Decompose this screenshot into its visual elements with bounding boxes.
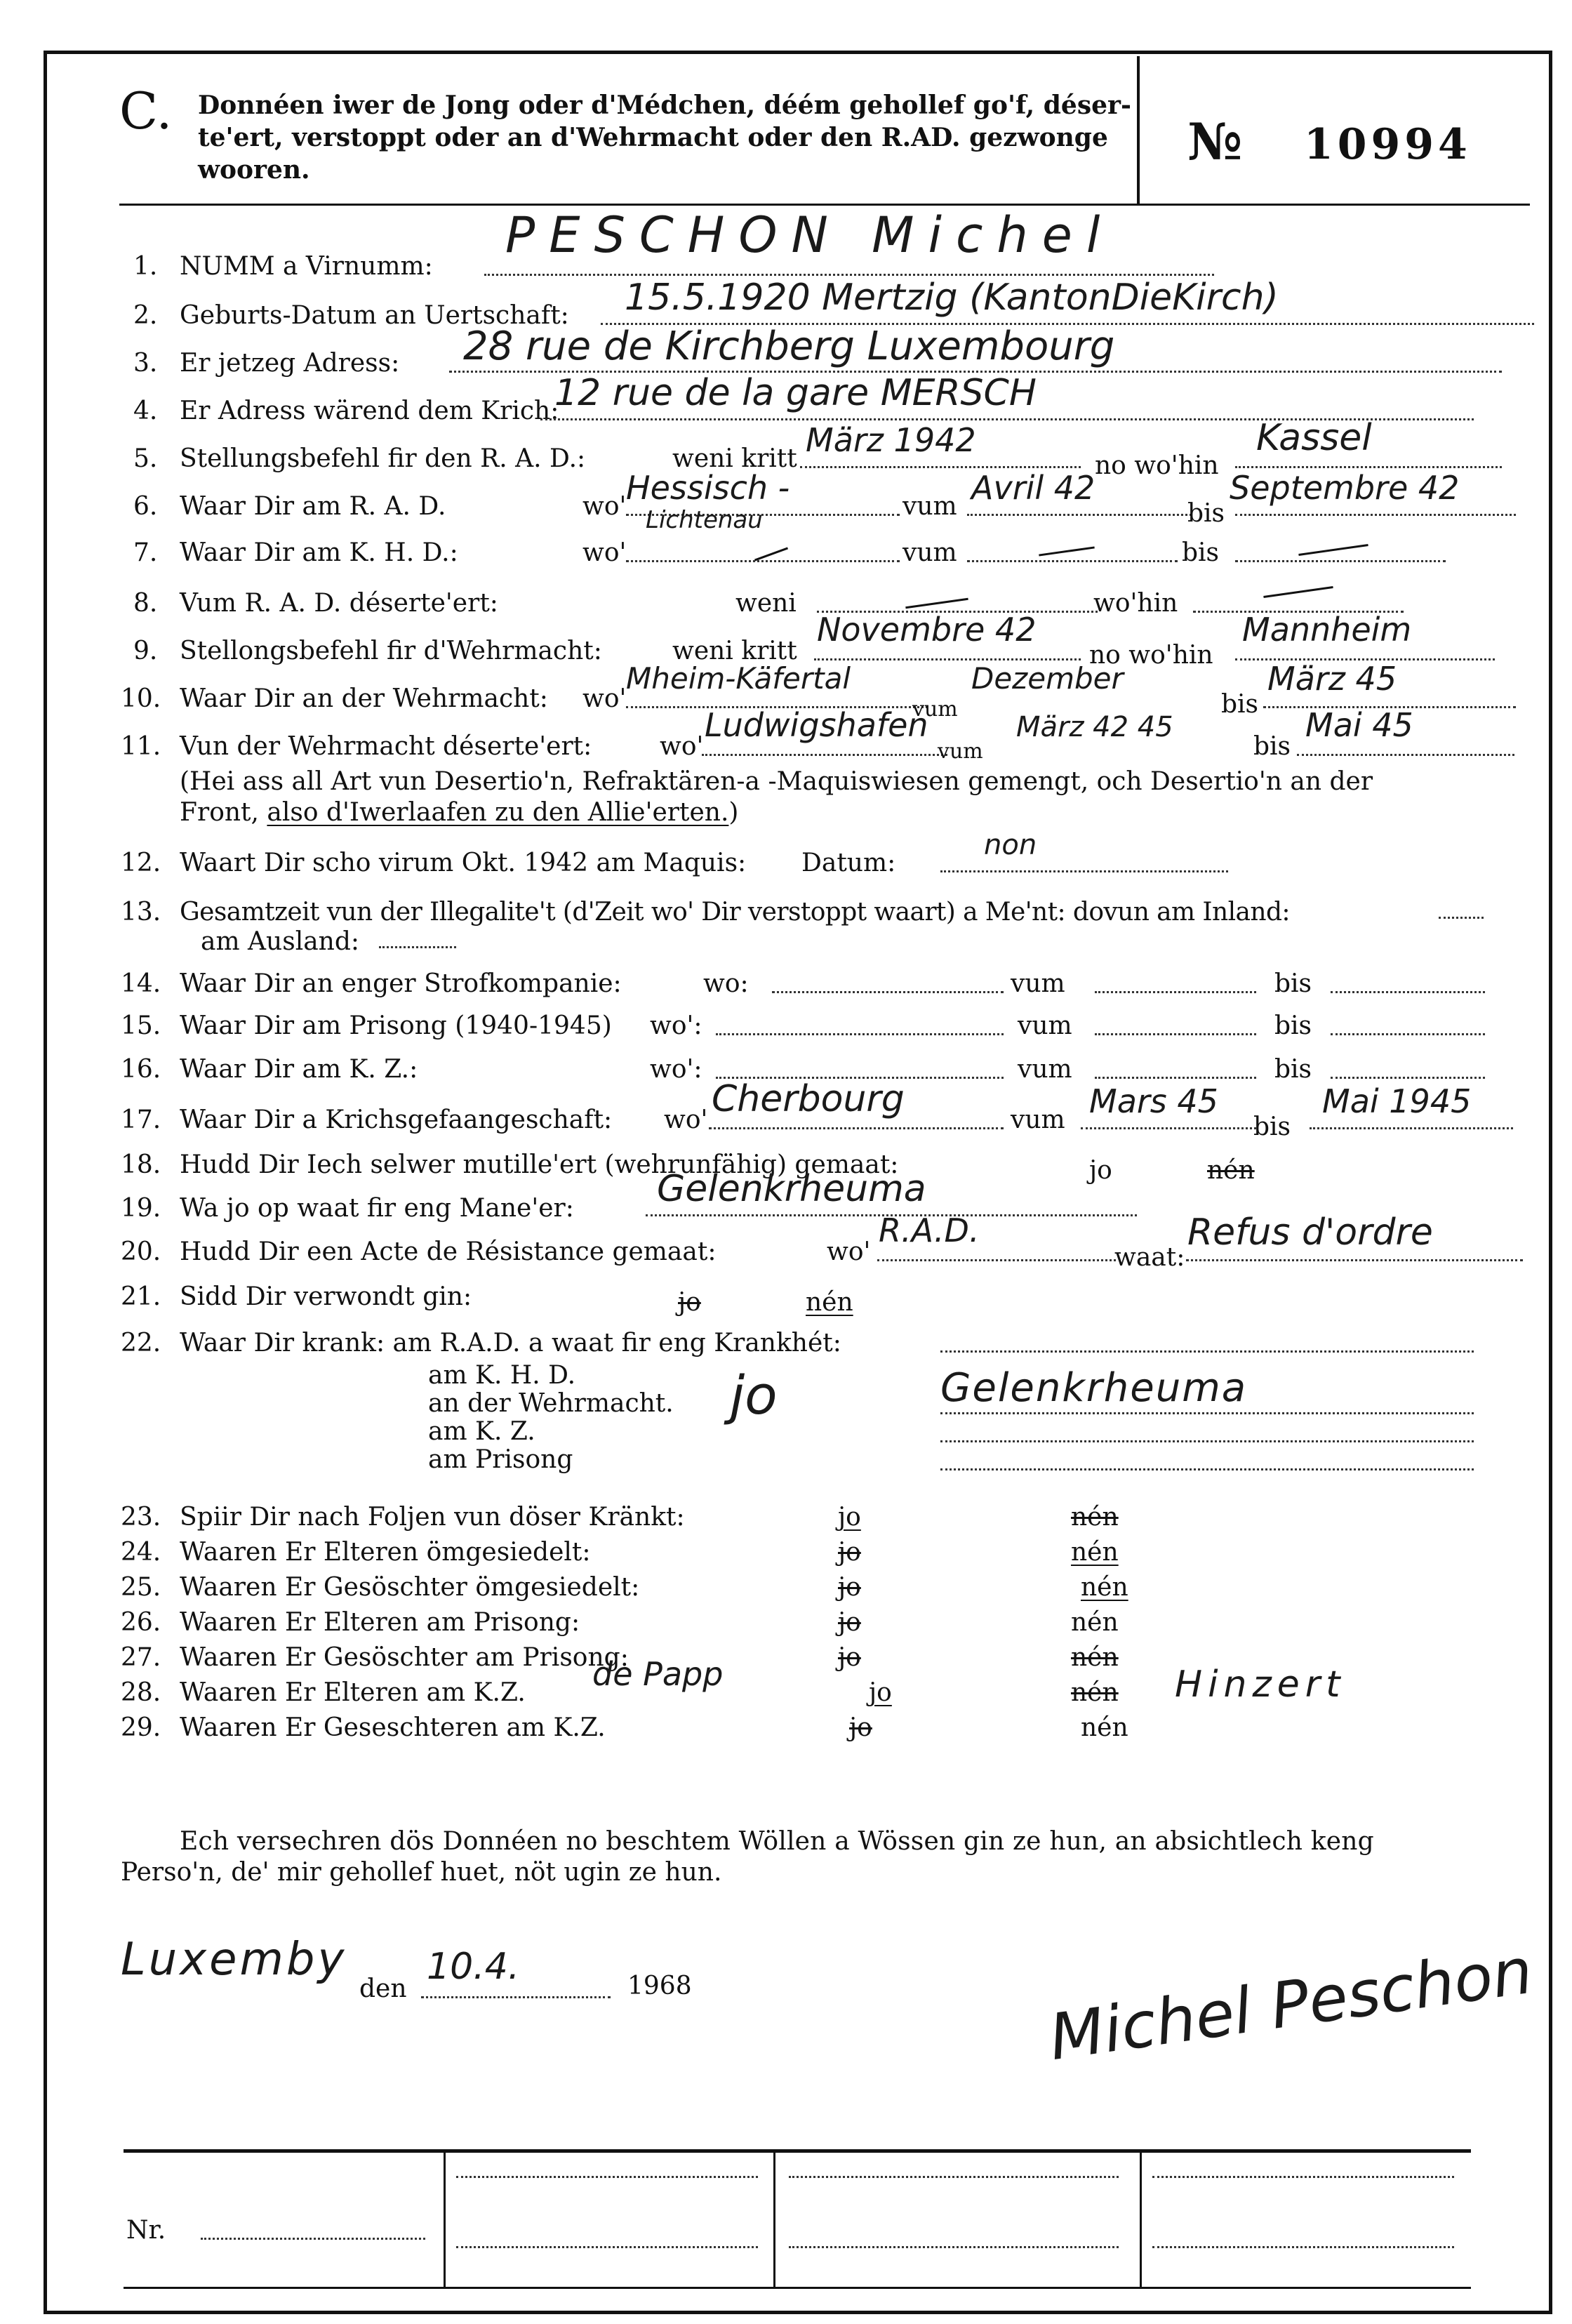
label-weni-kritt: weni kritt [672,444,797,473]
row-label: Waaren Er Elteren ömgesiedelt: [180,1538,591,1567]
footer-nr-label: Nr. [126,2216,166,2245]
field-krank-prisong [940,1468,1474,1470]
handwritten-war-address: 12 rue de la gare MERSCH [554,372,1037,414]
row-number: 22. [121,1329,161,1357]
handwritten-kz-who: de Papp [592,1655,724,1693]
row-number: 27. [121,1643,161,1672]
label-jo-struck: jo [838,1608,861,1637]
note-11-line2 [180,800,738,825]
handwritten-manner: Gelenkrheuma [657,1168,926,1210]
handwritten-kz-where: Hinzert [1175,1664,1346,1706]
row-label: Waaren Er Geseschteren am K.Z. [180,1713,606,1742]
row-number: 9. [133,637,158,665]
row-number: 10. [121,684,161,713]
row-number: 26. [121,1608,161,1637]
frame-bottom [44,2311,1552,2314]
label-jo-struck: jo [838,1573,861,1602]
label-vum: vum [1018,1011,1072,1040]
label-vum: vum [902,538,957,567]
dash-mark [1263,586,1333,598]
label-jo: jo [1089,1156,1112,1185]
handwritten-birth: 15.5.1920 Mertzig (KantonDieKirch) [625,277,1279,319]
label-year: 1968 [627,1972,692,2000]
handwritten-address: 28 rue de Kirchberg Luxembourg [463,324,1115,369]
field-res-waat [1186,1259,1523,1261]
frame-left [44,51,47,2314]
handwritten-wm-wo: Mheim-Käfertal [626,661,851,696]
label-bis: bis [1274,1011,1312,1040]
row-13-ausland: am Ausland: [201,927,360,956]
label-nen-struck: nén [1071,1678,1119,1707]
row-number: 20. [121,1237,161,1266]
row-number: 7. [133,538,158,567]
row-number: 11. [121,732,161,761]
field-prisong-vum [1095,1033,1256,1035]
row-number: 13. [121,898,161,927]
field-kz-bis [1331,1077,1485,1079]
label-wo: wo' [582,492,627,521]
label-nen-struck: nén [1071,1643,1119,1672]
field-krank-kz [940,1440,1474,1442]
label-jo: jo [869,1678,892,1707]
field-des-bis [1297,754,1514,756]
label-wo: wo' [582,538,627,567]
row-number: 29. [121,1713,161,1742]
footer-nr-field [201,2238,425,2240]
label-nen: nén [1071,1608,1119,1637]
label-waat: waat: [1114,1243,1185,1272]
row-label: Hudd Dir een Acte de Résistance gemaat: [180,1237,717,1266]
handwritten-des-vum: März 42 45 [1016,711,1173,743]
label-wo: wo' [582,684,627,713]
row-label: Geburts-Datum an Uertschaft: [180,301,569,330]
field-des-wo [702,754,947,756]
handwritten-rad-where: Kassel [1256,417,1372,459]
row-22-wehrmacht: an der Wehrmacht. [428,1389,674,1418]
row-label: Stellongsbefehl fir d'Wehrmacht: [180,637,602,665]
label-bis: bis [1253,1113,1291,1141]
label-wo: wo' [664,1105,708,1134]
row-label: Waar Dir am K. H. D.: [180,538,458,567]
handwritten-rad-bis: Septembre 42 [1230,469,1460,507]
row-label: Er jetzeg Adress: [180,349,400,378]
row-22-kz: am K. Z. [428,1417,535,1446]
field-krank-rad [940,1350,1474,1353]
field-prisong-wo [716,1033,1004,1035]
dash-mark [1298,544,1368,556]
header-text-line2: te'ert, verstoppt oder an d'Wehrmacht oder den R.AD. gezwonge [198,123,1108,152]
note-11-underlined: also d'Iwerlaafen zu den Allie'erten. [267,798,729,827]
label-nen: nén [1081,1573,1128,1602]
row-label: Waaren Er Elteren am K.Z. [180,1678,526,1707]
row-label: Waart Dir scho virum Okt. 1942 am Maquis: [180,849,747,877]
declaration-line1: Ech versechren dös Donnéen no beschtem Wöllen a Wössen gin ze hun, an absichtlech keng [180,1827,1374,1856]
footer-rule-top [124,2149,1471,2153]
field-rad-vum [967,514,1192,516]
row-label: Waar Dir krank: am R.A.D. a waat fir eng Krankhét: [180,1329,841,1357]
row-label: Waar Dir a Krichsgefaangeschaft: [180,1105,613,1134]
header-text-line3: wooren. [198,155,310,185]
label-vum: vum [1011,1105,1065,1134]
handwritten-rad-wo-1: Hessisch - [626,469,790,507]
handwritten-res-wo: R.A.D. [879,1211,980,1249]
field-krank-wm [940,1412,1474,1414]
label-jo-struck: jo [849,1713,872,1742]
field-res-wo [877,1259,1116,1261]
section-letter: C. [119,81,173,140]
row-number: 15. [121,1011,161,1040]
label-bis: bis [1182,538,1220,567]
label-nen: nén [1071,1538,1119,1567]
row-number: 25. [121,1573,161,1602]
row-number: 6. [133,492,158,521]
label-jo: jo [838,1503,861,1532]
handwritten-rad-when: März 1942 [806,421,976,459]
row-label: Er Adress wärend dem Krich: [180,397,559,425]
footer-field [789,2246,1119,2248]
row-number: 18. [121,1150,161,1179]
handwritten-des-wo: Ludwigshafen [705,706,928,744]
row-number: 12. [121,849,161,877]
label-vum: vum [938,739,983,764]
label-jo-struck: jo [838,1643,861,1672]
field-prisong-bis [1331,1033,1485,1035]
label-wo: wo' [827,1237,871,1266]
handwritten-sick-jo: jo [730,1364,778,1426]
row-label: Stellungsbefehl fir den R. A. D.: [180,444,586,473]
label-bis: bis [1253,732,1291,761]
footer-field [1152,2246,1454,2248]
footer-field [456,2246,758,2248]
field-inland [1439,917,1484,919]
row-number: 5. [133,444,158,473]
field-rad-bis [1235,514,1516,516]
label-wo: wo: [703,969,749,998]
handwritten-pow-bis: Mai 1945 [1322,1082,1472,1120]
field-khd-vum [967,560,1178,562]
field-khd-bis [1235,560,1446,562]
field-wm-when [814,658,1081,660]
row-number: 23. [121,1503,161,1532]
handwritten-sick-what: Gelenkrheuma [940,1365,1248,1411]
footer-field [1152,2176,1454,2178]
field-maquis-date [940,870,1228,872]
field-rad-where [1235,466,1502,468]
field-pow-vum [1081,1127,1256,1129]
row-label: Waar Dir am R. A. D. [180,492,446,521]
label-datum: Datum: [801,849,896,877]
label-wo: wo': [650,1055,702,1084]
handwritten-place: Luxemby [121,1934,347,1986]
header-divider-horizontal [119,204,1530,206]
form-number: 10994 [1304,120,1472,169]
field-name [484,274,1214,276]
field-pow-wo [709,1127,1004,1129]
row-22-khd: am K. H. D. [428,1361,576,1390]
field-strof-bis [1331,991,1485,993]
row-number: 8. [133,589,158,618]
label-nen: nén [806,1288,853,1317]
row-label: Waar Dir an enger Strofkompanie: [180,969,622,998]
footer-col-divider [1140,2151,1142,2288]
handwritten-pow-wo: Cherbourg [712,1078,905,1120]
footer-field [456,2176,758,2178]
row-label: Waar Dir am K. Z.: [180,1055,418,1084]
signature: Michel Peschon [1044,1934,1538,2076]
label-vum: vum [1011,969,1065,998]
row-number: 16. [121,1055,161,1084]
label-wo: wo': [650,1011,702,1040]
row-number: 3. [133,349,158,378]
row-number: 2. [133,301,158,330]
declaration-line2: Perso'n, de' mir gehollef huet, nöt ugin ze hun. [121,1858,722,1887]
label-no-wohin: no wo'hin [1089,641,1213,670]
field-strof-vum [1095,991,1256,993]
row-label: Gesamtzeit vun der Illegalite't (d'Zeit wo' Dir verstoppt waart) a Me'nt: dovun am Inland: [180,898,1290,927]
handwritten-des-bis: Mai 45 [1305,706,1413,744]
header-text-line1: Donnéen iwer de Jong oder d'Médchen, déém gehollef go'f, déser- [198,91,1131,120]
row-label: Vun der Wehrmacht déserte'ert: [180,732,592,761]
row-label: Sidd Dir verwondt gin: [180,1282,472,1311]
field-rad-when [800,466,1081,468]
frame-right [1549,51,1552,2314]
label-nen-struck: nén [1207,1156,1255,1185]
handwritten-name: PESCHON Michel [505,206,1114,264]
label-bis: bis [1274,1055,1312,1084]
footer-rule-bottom [124,2287,1471,2289]
label-jo-struck: jo [678,1288,701,1317]
row-number: 1. [133,252,158,281]
handwritten-date: 10.4. [427,1946,520,1988]
row-label: Spiir Dir nach Foljen vun döser Kränkt: [180,1503,685,1532]
label-bis: bis [1274,969,1312,998]
row-label: NUMM a Virnumm: [180,252,433,281]
note-11-close: ) [728,798,739,827]
handwritten-wm-bis: März 45 [1267,660,1397,698]
row-label: Wa jo op waat fir eng Mane'er: [180,1194,574,1223]
dash-mark [1039,546,1095,556]
label-bis: bis [1221,690,1259,719]
footer-field [789,2176,1119,2178]
row-label: Hudd Dir Iech selwer mutille'ert (wehrunfähig) gemaat: [180,1150,899,1179]
label-weni: weni [735,589,797,618]
handwritten-wm-when: Novembre 42 [817,611,1037,649]
row-number: 21. [121,1282,161,1311]
handwritten-res-waat: Refus d'ordre [1187,1211,1433,1254]
row-number: 28. [121,1678,161,1707]
handwritten-rad-wo-2: Lichtenau [646,506,763,534]
row-label: Waaren Er Gesöschter ömgesiedelt: [180,1573,640,1602]
label-vum: vum [902,492,957,521]
label-vum: vum [912,697,958,722]
label-bis: bis [1187,499,1225,528]
row-label: Waaren Er Gesöschter am Prisong: [180,1643,629,1672]
row-number: 14. [121,969,161,998]
handwritten-wm-vum: Dezember [971,661,1124,696]
label-weni-kritt: weni kritt [672,637,797,665]
row-label: Waar Dir am Prisong (1940-1945) [180,1011,612,1040]
row-number: 24. [121,1538,161,1567]
label-vum: vum [1018,1055,1072,1084]
label-no-wohin: no wo'hin [1095,451,1219,480]
field-strof-wo [772,991,1004,993]
header-divider-vertical [1137,56,1140,204]
row-number: 17. [121,1105,161,1134]
field-khd-wo [626,560,900,562]
field-pow-bis [1310,1127,1513,1129]
label-jo-struck: jo [838,1538,861,1567]
label-den: den [359,1974,407,2003]
note-11-line1: (Hei ass all Art vun Desertio'n, Refraktären-a -Maquiswiesen gemengt, och Desertio'n an der [180,767,1373,796]
footer-col-divider [444,2151,446,2288]
field-date [421,1996,611,1998]
footer-col-divider [773,2151,775,2288]
row-label: Waar Dir an der Wehrmacht: [180,684,548,713]
row-22-prisong: am Prisong [428,1445,573,1474]
row-label: Waaren Er Elteren am Prisong: [180,1608,580,1637]
note-11-front: Front, [180,798,259,827]
row-number: 19. [121,1194,161,1223]
label-nen-struck: nén [1071,1503,1119,1532]
label-nen: nén [1081,1713,1128,1742]
handwritten-rad-vum: Avril 42 [971,469,1095,507]
number-label: № [1187,112,1243,171]
handwritten-maquis: non [984,829,1037,861]
dash-mark [754,547,788,562]
row-number: 4. [133,397,158,425]
field-ausland [379,946,456,948]
handwritten-wm-where: Mannheim [1242,611,1412,649]
field-kz-vum [1095,1077,1256,1079]
label-wo: wo' [660,732,704,761]
label-wohin: wo'hin [1093,589,1178,618]
row-label: Vum R. A. D. déserte'ert: [180,589,498,618]
frame-top [44,51,1552,54]
dash-mark [905,598,968,609]
handwritten-pow-vum: Mars 45 [1089,1082,1218,1120]
